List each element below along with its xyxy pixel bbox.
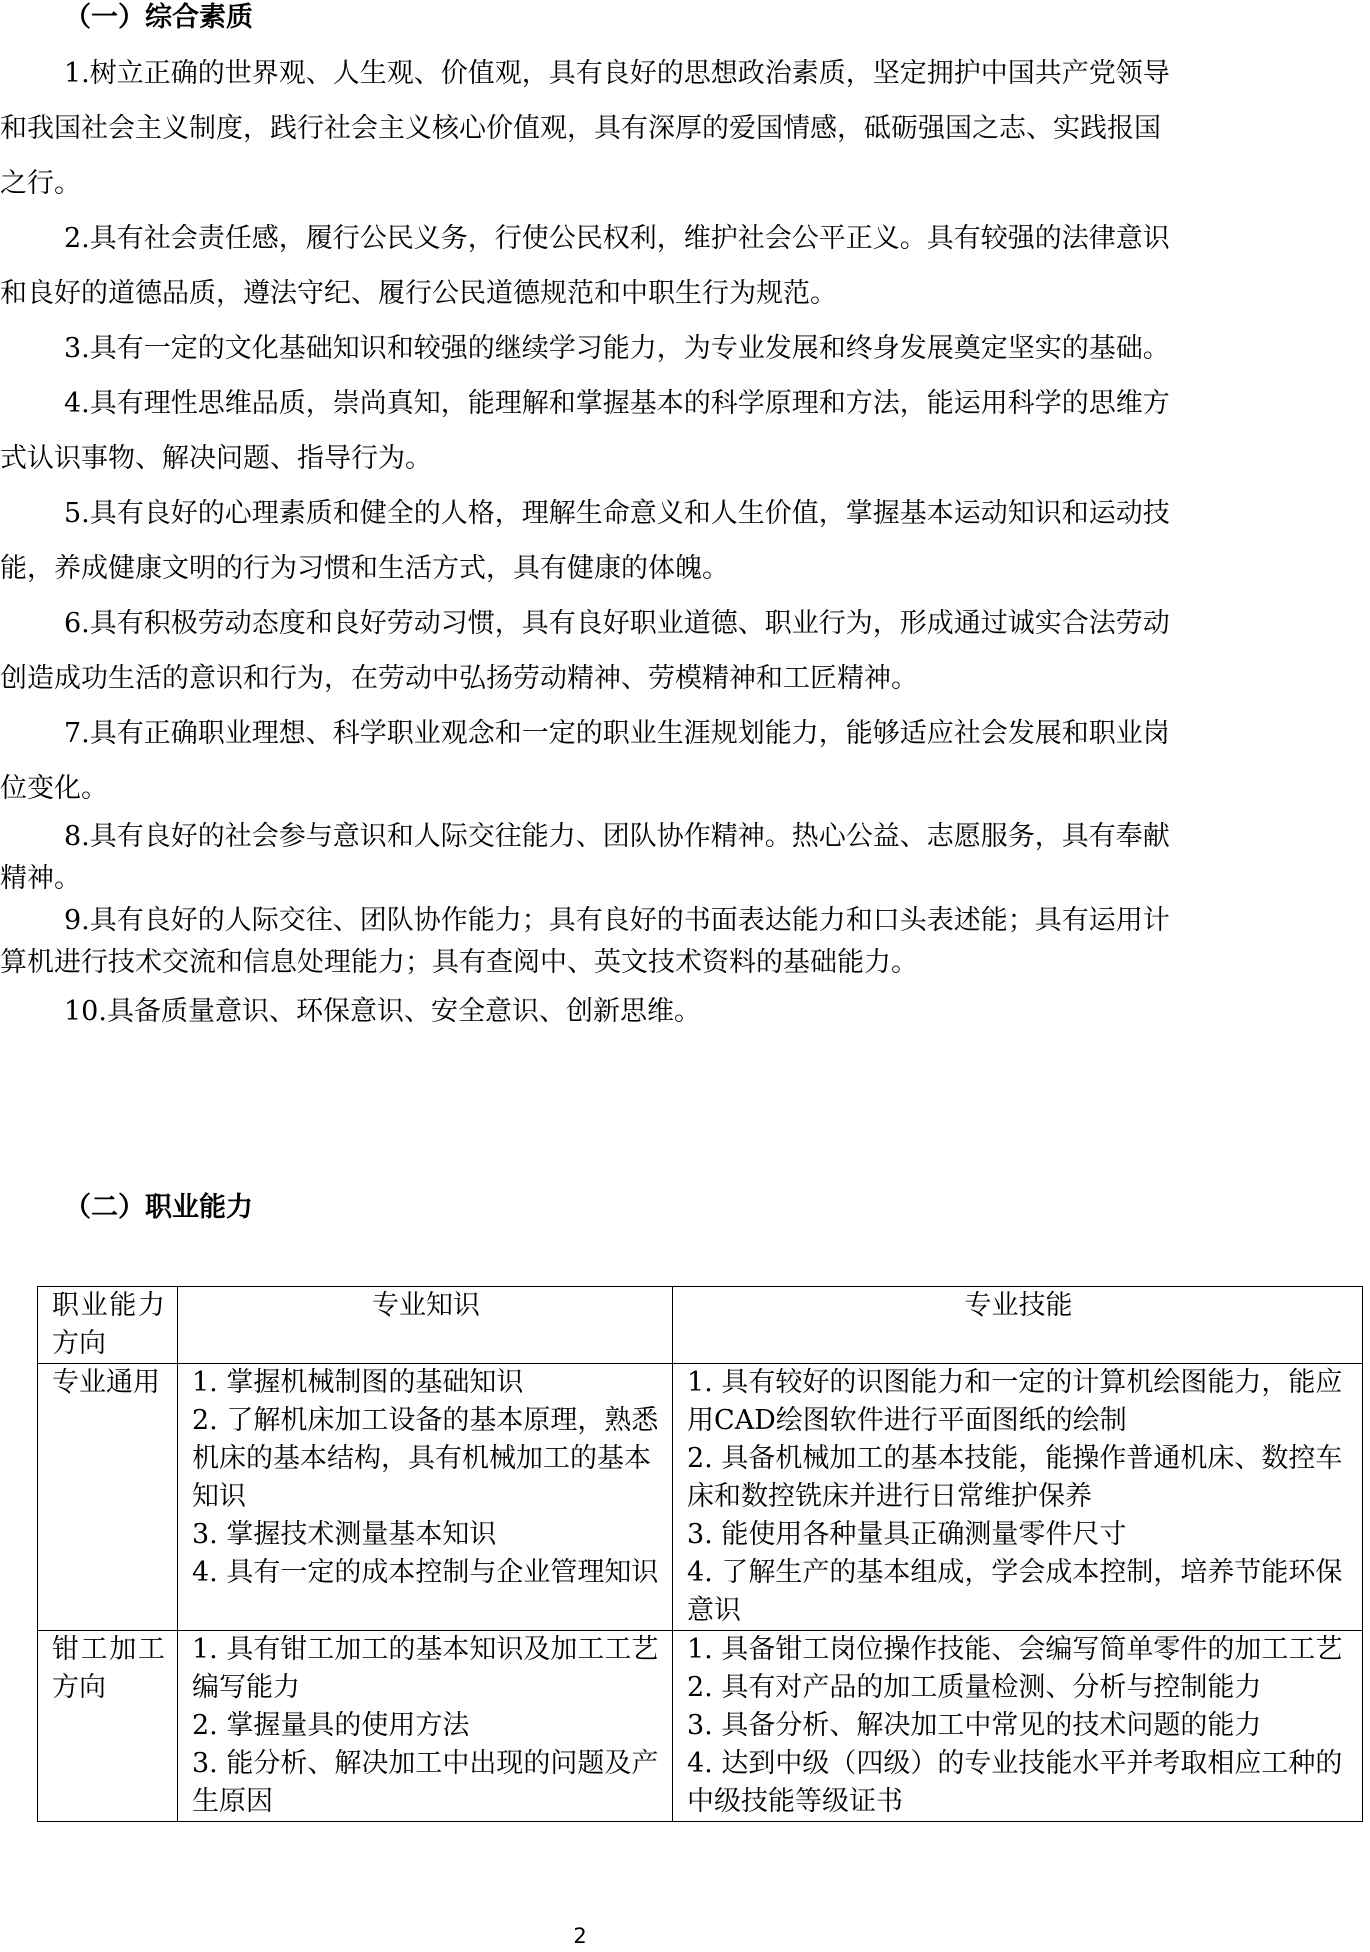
- quality-item: 7.具有正确职业理想、科学职业观念和一定的职业生涯规划能力，能够适应社会发展和职业岗位变化。: [0, 718, 1170, 804]
- quality-item: 4.具有理性思维品质，崇尚真知，能理解和掌握基本的科学原理和方法，能运用科学的思维方式认识事物、解决问题、指导行为。: [0, 388, 1170, 474]
- knowledge-item: 1. 具有钳工加工的基本知识及加工工艺编写能力: [192, 1634, 659, 1703]
- quality-item: 10.具备质量意识、环保意识、安全意识、创新思维。: [64, 996, 701, 1027]
- row-skills: [673, 1364, 1363, 1631]
- knowledge-item: 2. 掌握量具的使用方法: [192, 1710, 470, 1741]
- comprehensive-quality-list: [0, 46, 1170, 1039]
- row-knowledge: [178, 1364, 673, 1631]
- section-heading-professional-ability: （二）职业能力: [64, 1192, 253, 1223]
- knowledge-item: 3. 掌握技术测量基本知识: [192, 1519, 497, 1550]
- skill-item: 4. 了解生产的基本组成，学会成本控制，培养节能环保意识: [687, 1557, 1343, 1626]
- row-skills: [673, 1631, 1363, 1822]
- header-skills: 专业技能: [673, 1287, 1363, 1364]
- quality-item: 8.具有良好的社会参与意识和人际交往能力、团队协作精神。热心公益、志愿服务，具有奉献精神。: [0, 821, 1170, 894]
- knowledge-item: 2. 了解机床加工设备的基本原理，熟悉机床的基本结构，具有机械加工的基本知识: [192, 1405, 659, 1512]
- table-header-row: [38, 1287, 1363, 1364]
- header-knowledge: 专业知识: [178, 1287, 673, 1364]
- page-number: 2: [573, 1924, 587, 1948]
- knowledge-item: 1. 掌握机械制图的基础知识: [192, 1367, 524, 1398]
- skill-item: 3. 具备分析、解决加工中常见的技术问题的能力: [687, 1710, 1262, 1741]
- quality-item: 9.具有良好的人际交往、团队协作能力；具有良好的书面表达能力和口头表述能；具有运用计算机进行技术交流和信息处理能力；具有查阅中、英文技术资料的基础能力。: [0, 905, 1170, 978]
- professional-ability-table: [37, 1286, 1363, 1822]
- quality-item: 6.具有积极劳动态度和良好劳动习惯，具有良好职业道德、职业行为，形成通过诚实合法劳动创造成功生活的意识和行为，在劳动中弘扬劳动精神、劳模精神和工匠精神。: [0, 608, 1170, 694]
- skill-item: 1. 具备钳工岗位操作技能、会编写简单零件的加工工艺: [687, 1634, 1343, 1665]
- header-direction: 职业能力方向: [38, 1287, 178, 1364]
- table-row: [38, 1364, 1363, 1631]
- skill-item: 2. 具有对产品的加工质量检测、分析与控制能力: [687, 1672, 1262, 1703]
- table-row: [38, 1631, 1363, 1822]
- row-direction: 专业通用: [38, 1364, 178, 1631]
- row-direction: 钳工加工方向: [38, 1631, 178, 1822]
- section-heading-comprehensive-quality: （一）综合素质: [64, 2, 253, 33]
- skill-item: 1. 具有较好的识图能力和一定的计算机绘图能力，能应用CAD绘图软件进行平面图纸的绘制: [687, 1367, 1343, 1436]
- knowledge-item: 4. 具有一定的成本控制与企业管理知识: [192, 1557, 659, 1588]
- quality-item: 3.具有一定的文化基础知识和较强的继续学习能力，为专业发展和终身发展奠定坚实的基础。: [64, 333, 1170, 364]
- quality-item: 1.树立正确的世界观、人生观、价值观，具有良好的思想政治素质，坚定拥护中国共产党领导和我国社会主义制度，践行社会主义核心价值观，具有深厚的爱国情感，砥砺强国之志、实践报国之行。: [0, 58, 1170, 199]
- knowledge-item: 3. 能分析、解决加工中出现的问题及产生原因: [192, 1748, 659, 1817]
- skill-item: 4. 达到中级（四级）的专业技能水平并考取相应工种的中级技能等级证书: [687, 1748, 1343, 1817]
- quality-item: 2.具有社会责任感，履行公民义务，行使公民权利，维护社会公平正义。具有较强的法律意识和良好的道德品质，遵法守纪、履行公民道德规范和中职生行为规范。: [0, 223, 1170, 309]
- skill-item: 3. 能使用各种量具正确测量零件尺寸: [687, 1519, 1127, 1550]
- skill-item: 2. 具备机械加工的基本技能，能操作普通机床、数控车床和数控铣床并进行日常维护保养: [687, 1443, 1343, 1512]
- quality-item: 5.具有良好的心理素质和健全的人格，理解生命意义和人生价值，掌握基本运动知识和运动技能，养成健康文明的行为习惯和生活方式，具有健康的体魄。: [0, 498, 1170, 584]
- row-knowledge: [178, 1631, 673, 1822]
